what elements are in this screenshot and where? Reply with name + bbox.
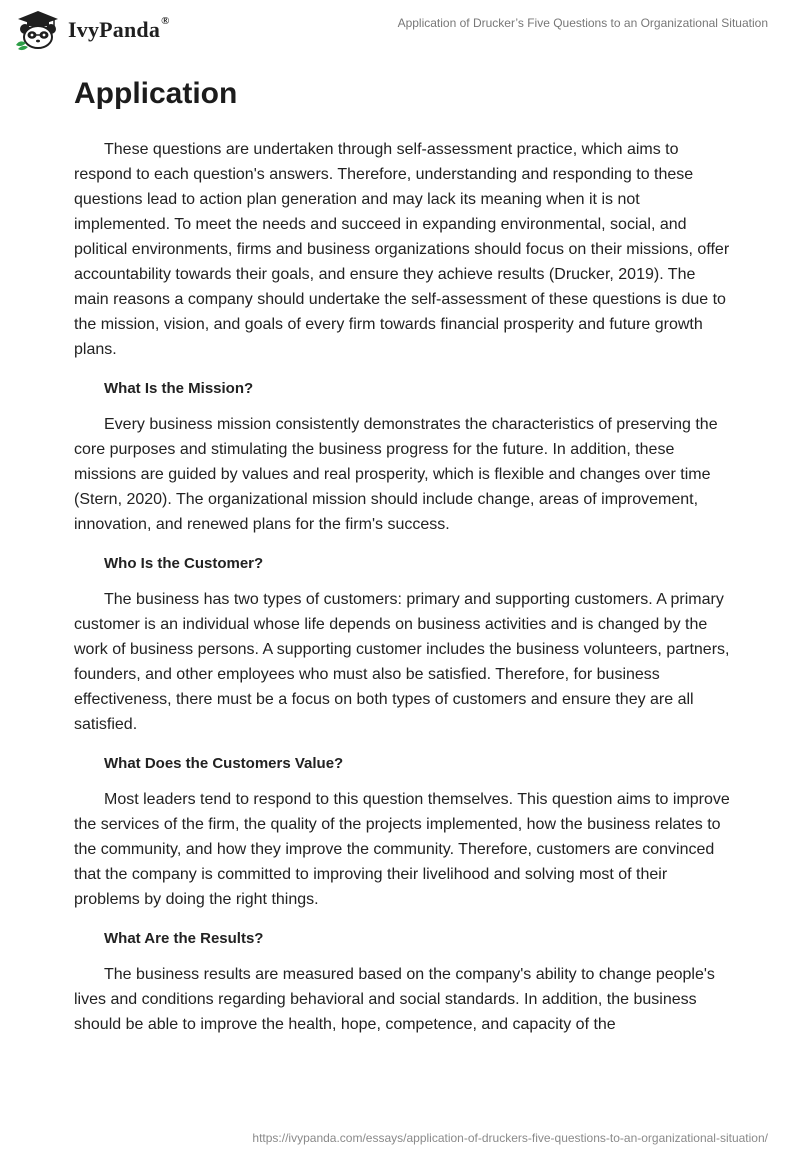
paragraph-customer: The business has two types of customers: primary and supporting customers. A primary customer is an individual whose life depends on business activities and is changed by the work of business persons. A supporting customer includes the business volunteers, partners, founders, and other employees who must also be satisfied. Therefore, for business effectiveness, there must be a focus on both types of customers and ensure they are all satisfied. xyxy=(74,591,730,733)
subheading-results: What Are the Results? xyxy=(104,930,264,947)
paragraph-mission: Every business mission consistently demonstrates the characteristics of preserving the core purposes and stimulating the business progress for the future. In addition, these missions are guided by values and real prosperity, which is flexible and changes over time (Stern, 2020). The organizational mission should include change, areas of improvement, innovation, and renewed plans for the firm's success. xyxy=(74,416,718,533)
intro-paragraph: These questions are undertaken through self-assessment practice, which aims to respond to each question's answers. Therefore, understanding and responding to these questions lead to action plan generation and may lack its meaning when it is not implemented. To meet the needs and succeed in expanding environmental, social, and political environments, firms and business organizations should focus on their missions, offer accountability towards their goals, and ensure they achieve results (Drucker, 2019). The main reasons a company should undertake the self-assessment of these questions is due to the mission, vision, and goals of every firm towards financial prosperity and future growth plans. xyxy=(74,141,730,358)
document-title: Application of Drucker’s Five Questions to an Organizational Situation xyxy=(397,16,768,30)
brand-name: IvyPanda® xyxy=(68,15,170,42)
source-url[interactable]: https://ivypanda.com/essays/application-of-druckers-five-questions-to-an-organizational-situation/ xyxy=(252,1131,768,1145)
subheading-mission: What Is the Mission? xyxy=(104,380,254,397)
ivypanda-logo[interactable] xyxy=(14,9,170,51)
paragraph-results: The business results are measured based on the company's ability to change people's lives and conditions regarding behavioral and social standards. In addition, the business should be able to improve the health, hope, competence, and capacity of the xyxy=(74,966,715,1033)
registered-mark: ® xyxy=(161,15,170,27)
essay-content xyxy=(74,70,730,1037)
subheading-customer-value: What Does the Customers Value? xyxy=(104,755,344,772)
paragraph-customer-value: Most leaders tend to respond to this question themselves. This question aims to improve the services of the firm, the quality of the projects implemented, how the business relates to the community, and how they improve the community. Therefore, customers are convinced that the company is committed to improving their livelihood and solving most of their problems by doing the right things. xyxy=(74,791,730,908)
panda-graduate-icon xyxy=(14,9,62,51)
section-heading: Application xyxy=(74,77,238,110)
subheading-customer: Who Is the Customer? xyxy=(104,555,264,572)
page-header xyxy=(0,0,800,60)
